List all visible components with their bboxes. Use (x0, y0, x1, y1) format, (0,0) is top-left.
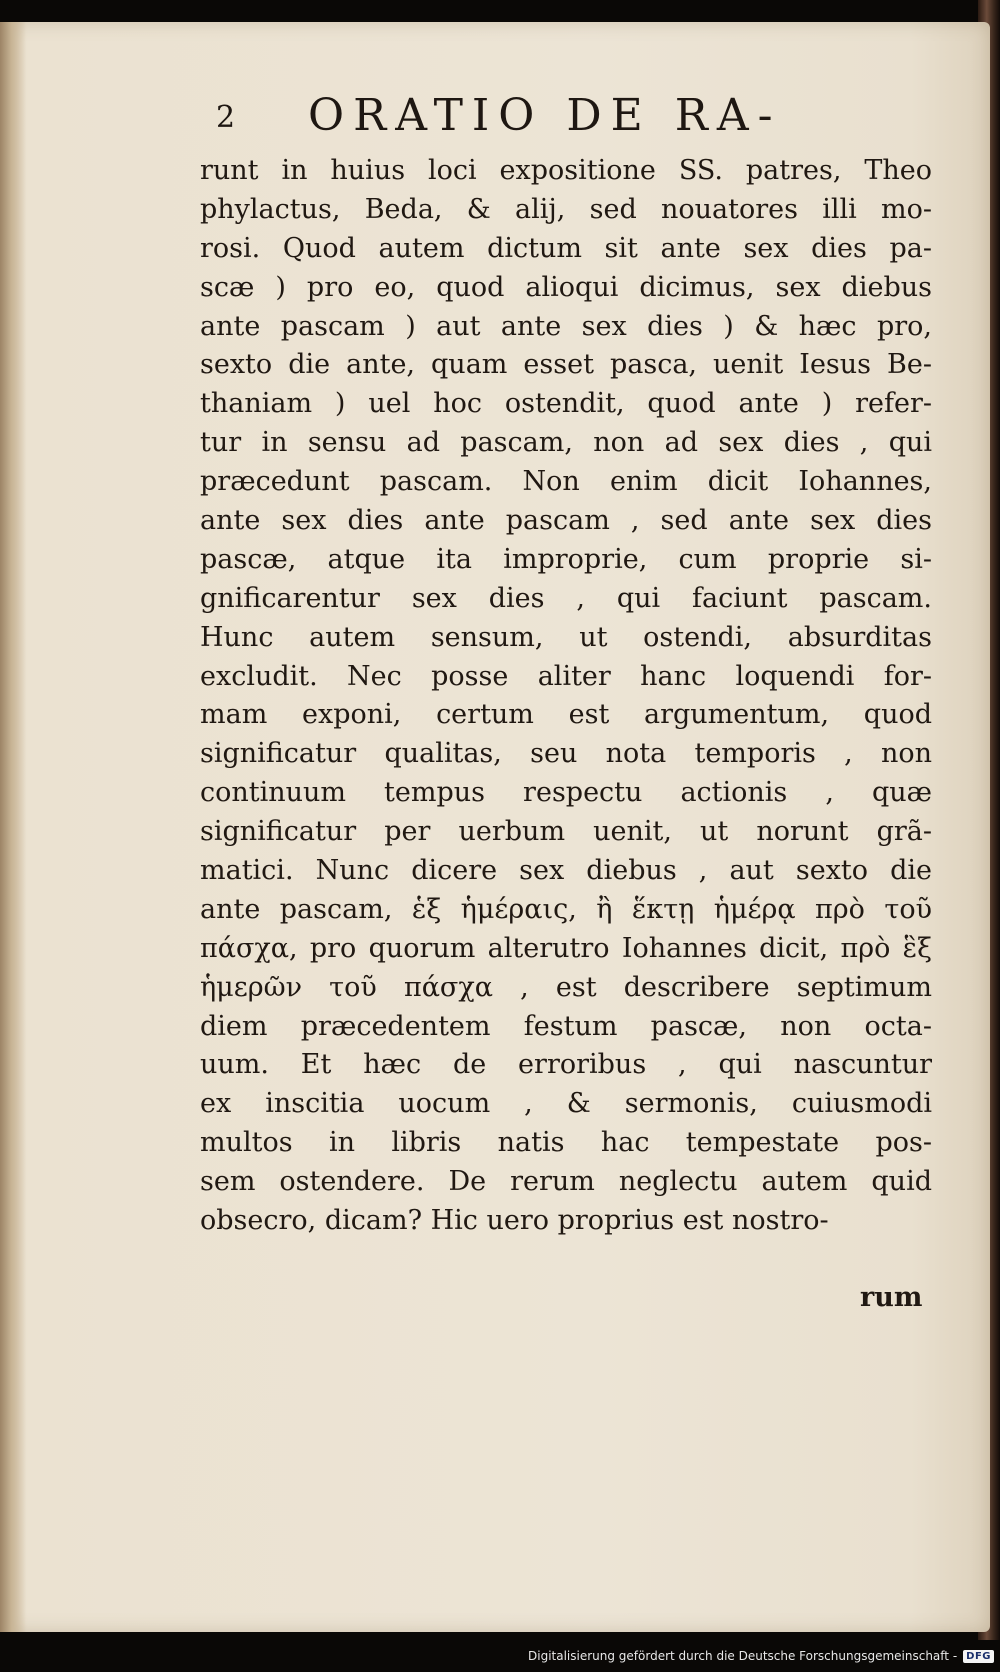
text-line: uum. Et hæc de erroribus , qui nascuntur (200, 1049, 932, 1081)
text-line: runt in huius loci expositione SS. patres, Theo (200, 155, 932, 186)
catchword: rum (860, 1282, 923, 1313)
body-text (200, 152, 932, 1241)
text-line: ante pascam, ἑξ ἡμέραις, ἢ ἕκτῃ ἡμέρᾳ πρὸ τοῦ (200, 893, 932, 925)
text-line: thaniam ) uel hoc ostendit, quod ante ) refer- (200, 388, 932, 420)
dfg-logo: DFG (963, 1650, 994, 1663)
text-line: obsecro, dicam? Hic uero proprius est nostro- (200, 1205, 829, 1237)
text-line: ante pascam ) aut ante sex dies ) & hæc pro, (200, 310, 932, 342)
text-line: sexto die ante, quam esset pasca, uenit Iesus Be- (200, 349, 932, 381)
text-line: præcedunt pascam. Non enim dicit Iohannes, (200, 466, 932, 498)
text-line: mam exponi, certum est argumentum, quod (200, 699, 932, 731)
text-line: significatur per uerbum uenit, ut norunt grã- (200, 816, 932, 848)
page-number: 2 (216, 100, 236, 135)
running-head: ORATIO DE RA- (308, 90, 782, 141)
text-line: excludit. Nec posse aliter hanc loquendi for- (200, 660, 932, 692)
text-line: scæ ) pro eo, quod alioqui dicimus, sex diebus (200, 271, 932, 303)
text-line: ἡμερῶν τοῦ πάσχα , est describere septimum (200, 971, 932, 1003)
text-line: Hunc autem sensum, ut ostendi, absurditas (200, 621, 932, 653)
page-gutter (0, 22, 26, 1632)
credit-text: Digitalisierung gefördert durch die Deutsche Forschungsgemeinschaft - (528, 1649, 958, 1663)
text-line: ante sex dies ante pascam , sed ante sex dies (200, 505, 932, 537)
text-line: tur in sensu ad pascam, non ad sex dies , qui (200, 427, 932, 459)
text-line: pascæ, atque ita improprie, cum proprie si- (200, 543, 932, 575)
text-line: gnificarentur sex dies , qui faciunt pascam. (200, 582, 932, 614)
text-line: diem præcedentem festum pascæ, non octa- (200, 1010, 932, 1042)
text-line: multos in libris natis hac tempestate pos- (200, 1127, 932, 1159)
text-line: significatur qualitas, seu nota temporis , non (200, 738, 932, 770)
text-line: phylactus, Beda, & alij, sed nouatores illi mo- (200, 193, 932, 225)
text-line: πάσχα, pro quorum alterutro Iohannes dicit, πρὸ ἓξ (200, 932, 932, 964)
text-line: matici. Nunc dicere sex diebus , aut sexto die (200, 855, 932, 887)
page-header (200, 84, 820, 144)
text-line: ex inscitia uocum , & sermonis, cuiusmodi (200, 1088, 932, 1120)
text-line: sem ostendere. De rerum neglectu autem quid (200, 1166, 932, 1198)
text-line: continuum tempus respectu actionis , quæ (200, 777, 932, 809)
text-line: rosi. Quod autem dictum sit ante sex dies pa- (200, 232, 932, 264)
digitization-credit (528, 1644, 994, 1668)
